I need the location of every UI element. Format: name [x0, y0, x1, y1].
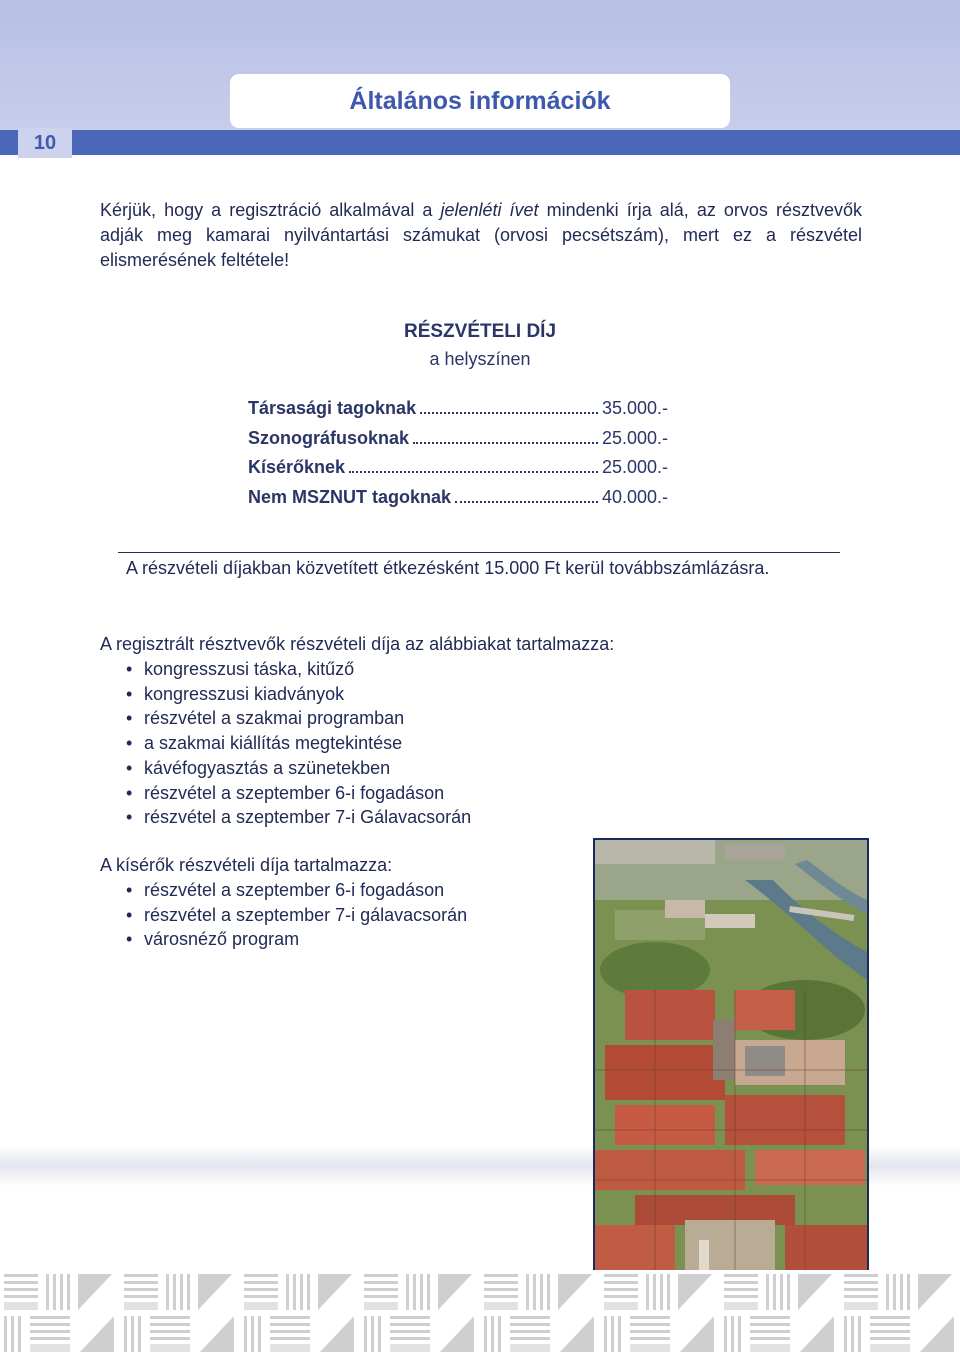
bullet-icon: • [126, 683, 133, 704]
fee-row [248, 428, 668, 458]
fee-heading [300, 318, 660, 372]
list-item: • részvétel a szeptember 6-i fogadáson [100, 781, 700, 806]
fee-row [248, 398, 668, 428]
list-item: • részvétel a szeptember 6-i fogadáson [100, 878, 700, 903]
fee-amount: 40.000.- [601, 486, 668, 507]
list-item: • részvétel a szeptember 7-i gálavacsorán [100, 903, 700, 928]
participants-lead: A regisztrált résztvevők részvételi díja az alábbiakat tartalmazza: [100, 634, 615, 654]
list-item: • kávéfogyasztás a szünetekben [100, 756, 700, 781]
fee-label: Társasági tagoknak [248, 398, 417, 418]
fee-note: A részvételi díjakban közvetített étkezésként 15.000 Ft kerül továbbszámlázásra. [126, 558, 770, 578]
fee-row [248, 457, 668, 487]
bullet-icon: • [126, 807, 133, 828]
list-item: • részvétel a szeptember 7-i Gálavacsorán [100, 805, 700, 830]
header-stripe [0, 130, 960, 155]
dot-leader [420, 412, 598, 414]
fee-title: RÉSZVÉTELI DÍJ [403, 321, 557, 342]
list-item: • városnéző program [100, 927, 700, 952]
participants-section [100, 632, 700, 830]
bullet-icon: • [126, 659, 133, 679]
aerial-city-photo [593, 838, 869, 1274]
fee-amount: 25.000.- [601, 457, 668, 477]
intro-text-1: Kérjük, hogy a regisztráció alkalmával a [100, 200, 441, 220]
dot-leader [349, 471, 598, 473]
intro-text-2: mindenki írja alá, az orvos résztvevők adják meg kamarai nyilvántartási számukat (orvosi pecsétszám), mert ez a részvétel elismerésének feltétele! [100, 200, 862, 270]
fee-label: Nem MSZNUT tagoknak [248, 486, 452, 507]
fee-amount: 35.000.- [601, 398, 668, 418]
bullet-icon: • [126, 880, 133, 900]
fee-label: Szonográfusoknak [248, 427, 410, 448]
bullet-icon: • [126, 782, 133, 803]
list-item: • kongresszusi kiadványok [100, 682, 700, 707]
list-item: • kongresszusi táska, kitűző [100, 657, 700, 682]
bullet-icon: • [126, 757, 133, 778]
fee-label: Kísérőknek [248, 457, 346, 477]
list-item: • részvétel a szakmai programban [100, 706, 700, 731]
fee-list [248, 398, 668, 516]
page-title: Általános információk [349, 86, 611, 115]
decorative-pattern [0, 1270, 960, 1357]
companions-lead: A kísérők részvételi díja tartalmazza: [100, 855, 393, 875]
fee-amount: 25.000.- [601, 427, 668, 448]
dot-leader [455, 501, 598, 503]
list-item: • a szakmai kiállítás megtekintése [100, 731, 700, 756]
intro-paragraph [100, 198, 862, 273]
fee-row [248, 487, 668, 517]
participants-list [100, 657, 700, 830]
bullet-icon: • [126, 733, 133, 754]
bullet-icon: • [126, 904, 133, 925]
bullet-icon: • [126, 708, 133, 729]
bullet-icon: • [126, 929, 133, 950]
page-number: 10 [18, 128, 72, 158]
intro-italic: jelenléti ívet [440, 200, 539, 220]
dot-leader [413, 442, 598, 444]
title-box [230, 74, 730, 128]
fee-subtitle: a helyszínen [429, 349, 531, 369]
divider-line [118, 552, 840, 553]
